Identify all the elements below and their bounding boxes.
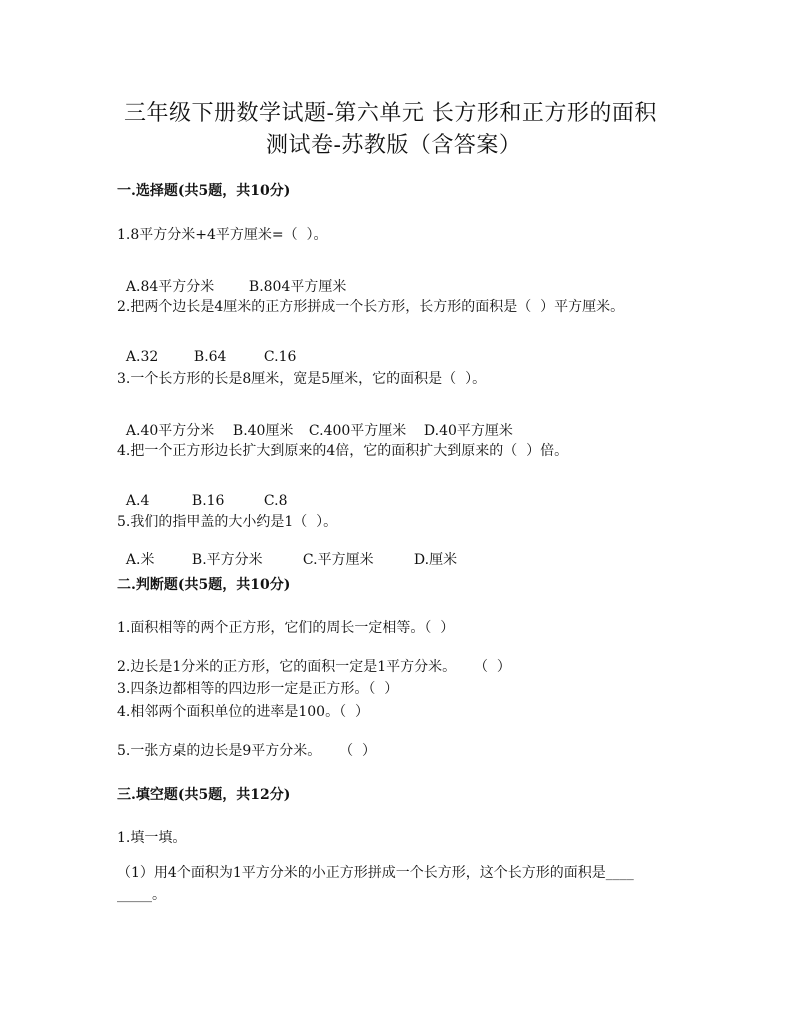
question-2: 2.把两个边长是4厘米的正方形拼成一个长方形，长方形的面积是（ ）平方厘米。 xyxy=(117,299,625,315)
option-d: D.厘米 xyxy=(413,552,458,568)
section-heading-fill-blank: 三.填空题(共5题，共12分) xyxy=(117,787,291,803)
question-5-options xyxy=(117,533,457,569)
question-3-options xyxy=(117,404,513,440)
question-1: 1.8平方分米+4平方厘米=（ ）。 xyxy=(117,227,328,243)
option-a: A.米 xyxy=(125,552,155,568)
option-b: B.64 xyxy=(193,349,227,365)
question-1-options xyxy=(117,260,346,296)
option-a: A.32 xyxy=(125,349,159,365)
document-title-line2: 测试卷-苏教版（含答案） xyxy=(266,133,522,158)
question-4: 4.把一个正方形边长扩大到原来的4倍，它的面积扩大到原来的（ ）倍。 xyxy=(117,443,569,459)
option-c: C.平方厘米 xyxy=(302,552,374,568)
question-2-options xyxy=(117,333,296,365)
option-b: B.平方分米 xyxy=(191,552,263,568)
option-c: C.16 xyxy=(263,349,297,365)
judgement-item-2: 2.边长是1分米的正方形，它的面积一定是1平方分米。 （ ） xyxy=(117,659,511,675)
section-heading-judgement: 二.判断题(共5题，共10分) xyxy=(117,577,291,593)
document-title-line1: 三年级下册数学试题-第六单元 长方形和正方形的面积 xyxy=(124,101,657,126)
option-d: D.40平方厘米 xyxy=(423,423,513,439)
option-b: B.40厘米 xyxy=(232,423,294,439)
judgement-item-4: 4.相邻两个面积单位的进率是100。（ ） xyxy=(117,704,369,720)
question-4-options xyxy=(117,477,287,509)
option-a: A.4 xyxy=(125,493,150,509)
option-a: A.84平方分米 xyxy=(125,279,215,295)
question-5: 5.我们的指甲盖的大小约是1（ ）。 xyxy=(117,514,338,530)
judgement-item-3: 3.四条边都相等的四边形一定是正方形。（ ） xyxy=(117,681,399,697)
judgement-item-5: 5.一张方桌的边长是9平方分米。 （ ） xyxy=(117,743,376,759)
judgement-item-1: 1.面积相等的两个正方形，它们的周长一定相等。（ ） xyxy=(117,620,455,636)
option-c: C.8 xyxy=(263,493,288,509)
section-heading-choice: 一.选择题(共5题，共10分) xyxy=(117,183,291,199)
option-b: B.16 xyxy=(191,493,225,509)
fill-question-1-sub-1-cont: _____。 xyxy=(117,887,166,903)
option-b: B.804平方厘米 xyxy=(248,279,347,295)
fill-question-1: 1.填一填。 xyxy=(117,830,187,846)
option-a: A.40平方分米 xyxy=(125,423,215,439)
question-3: 3.一个长方形的长是8厘米，宽是5厘米，它的面积是（ ）。 xyxy=(117,371,487,387)
option-c: C.400平方厘米 xyxy=(308,423,407,439)
fill-question-1-sub-1: （1）用4个面积为1平方分米的小正方形拼成一个长方形，这个长方形的面积是____ xyxy=(117,865,634,881)
